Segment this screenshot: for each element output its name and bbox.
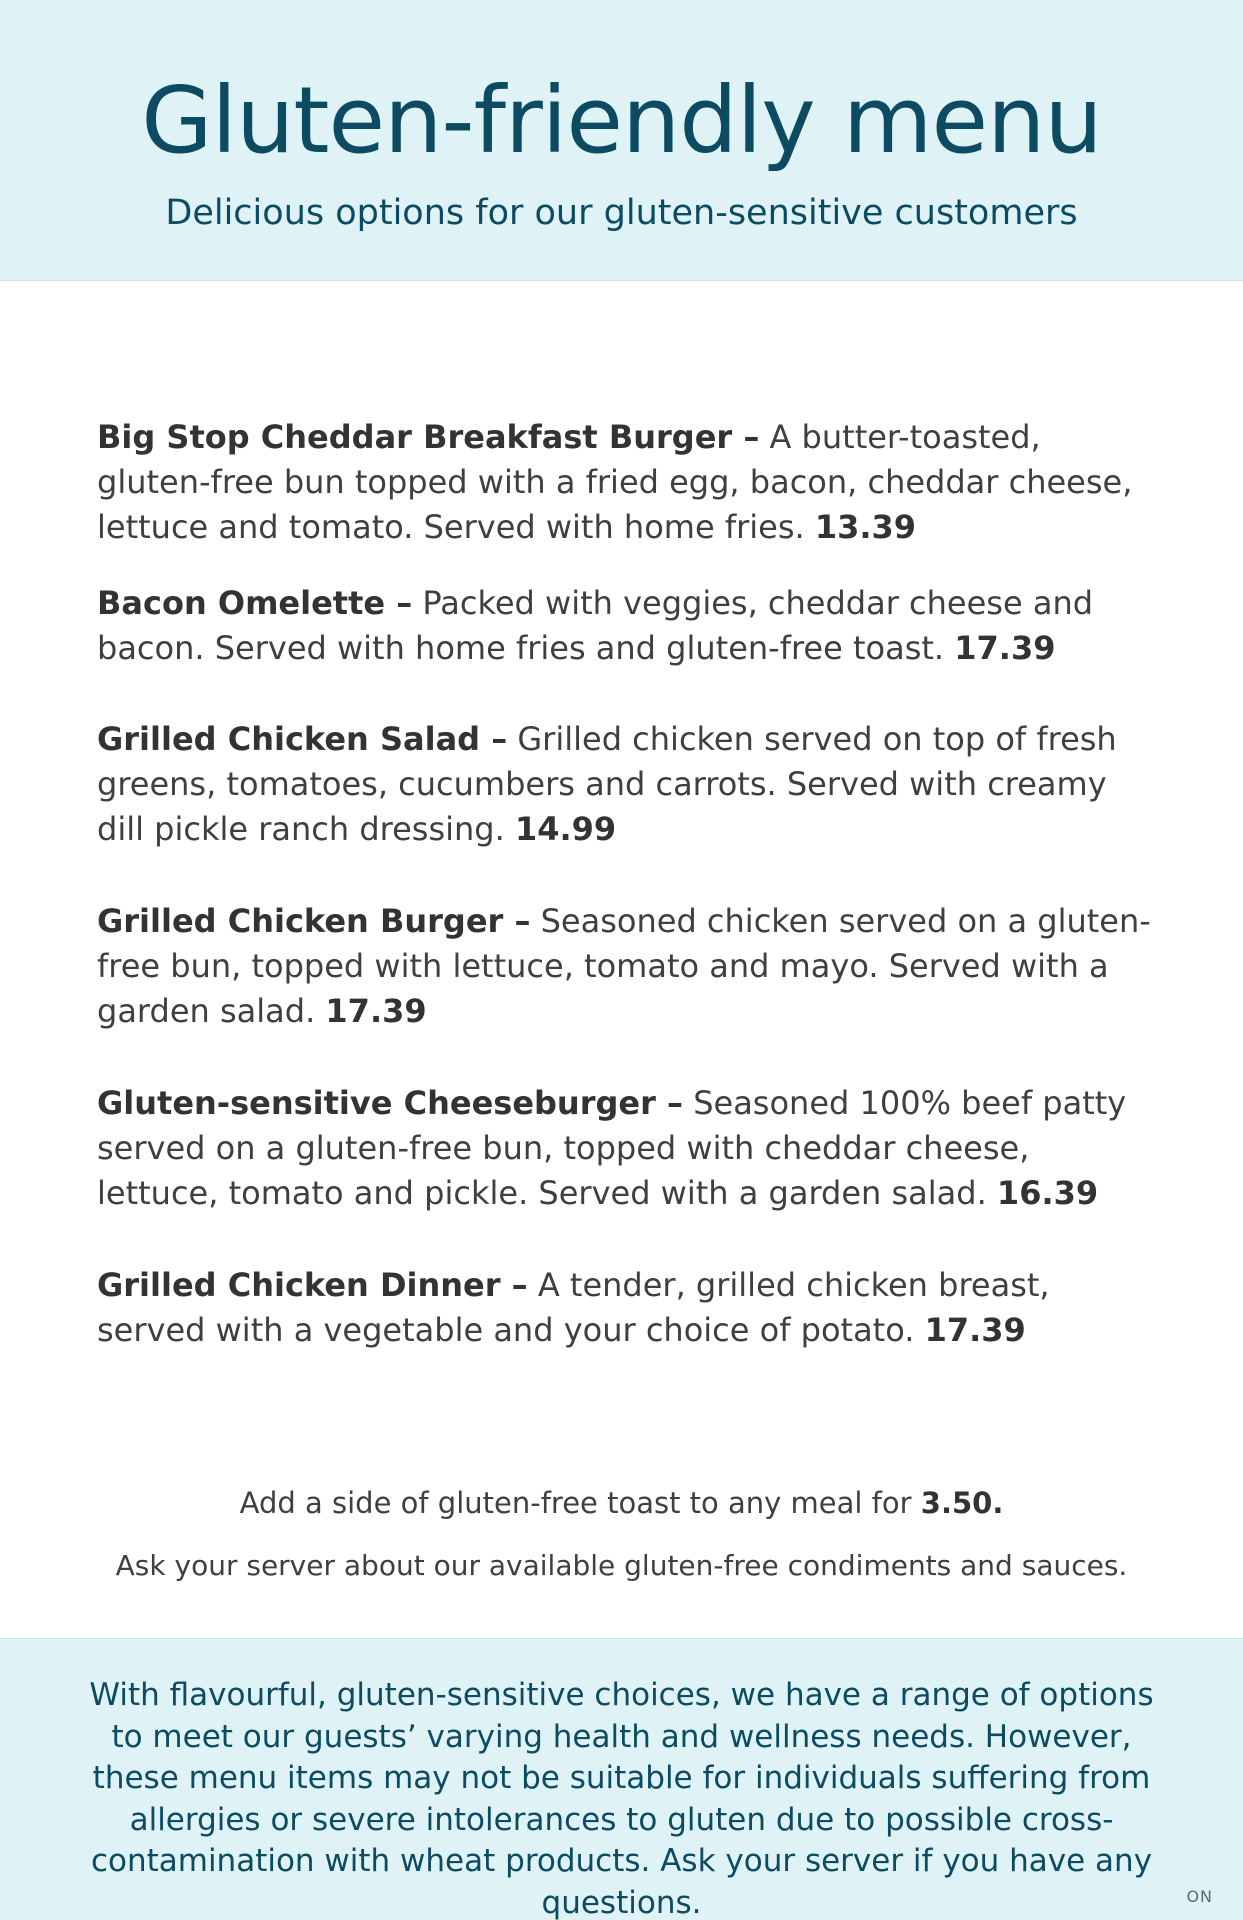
allergy-disclaimer: With flavourful, gluten-sensitive choices, we have a range of options to meet our guests’ varying health and wellness needs. However, these menu items may not be suitable for individuals suffering from allergies or severe intolerances to gluten due to possible cross-contamination with wheat products. Ask your server if you have any questions. (89, 1677, 1154, 1920)
menu-item-price: 14.99 (514, 810, 617, 848)
menu-item (97, 1081, 1157, 1216)
menu-item-description: Seasoned 100% beef patty served on a gluten-free bun, topped with cheddar cheese, lettuce, tomato and pickle. Served with a garden salad. (97, 1084, 1127, 1212)
menu-item-name: Gluten-sensitive Cheeseburger – (97, 1084, 684, 1122)
toast-note (0, 1486, 1243, 1520)
menu-item (97, 1263, 1157, 1353)
page-subtitle: Delicious options for our gluten-sensitive customers (165, 193, 1078, 233)
menu-item-name: Grilled Chicken Dinner – (97, 1266, 528, 1304)
menu-item-name: Grilled Chicken Burger – (97, 902, 531, 940)
menu-item-description: Seasoned chicken served on a gluten-free bun, topped with lettuce, tomato and mayo. Served with a garden salad. (97, 902, 1151, 1030)
menu-item-price: 17.39 (924, 1311, 1026, 1349)
page-title: Gluten-friendly menu (141, 67, 1102, 174)
condiments-note: Ask your server about our available gluten-free condiments and sauces. (115, 1549, 1128, 1582)
region-code: ON (1186, 1887, 1213, 1906)
menu-item (97, 717, 1157, 852)
menu-item (97, 899, 1157, 1034)
menu-header (0, 0, 1243, 281)
menu-item-price: 16.39 (996, 1174, 1099, 1212)
menu-item (97, 415, 1157, 550)
menu-item-price: 13.39 (814, 508, 917, 546)
menu-item-price: 17.39 (954, 629, 1056, 667)
menu-item-price: 17.39 (325, 992, 427, 1030)
menu-item-description: Packed with veggies, cheddar cheese and bacon. Served with home fries and gluten-free toast. (97, 584, 1094, 667)
toast-note-price: 3.50. (920, 1486, 1004, 1520)
toast-note-text: Add a side of gluten-free toast to any meal for (239, 1486, 921, 1520)
menu-item-name: Big Stop Cheddar Breakfast Burger – (97, 418, 760, 456)
menu-item-description: Grilled chicken served on top of fresh greens, tomatoes, cucumbers and carrots. Served with creamy dill pickle ranch dressing. (97, 720, 1117, 848)
disclaimer-footer (0, 1638, 1243, 1920)
menu-item (97, 581, 1157, 671)
menu-item-description: A tender, grilled chicken breast, served with a vegetable and your choice of potato. (97, 1266, 1050, 1349)
menu-item-name: Bacon Omelette – (97, 584, 413, 622)
menu-item-name: Grilled Chicken Salad – (97, 720, 508, 758)
menu-item-description: A butter-toasted, gluten-free bun topped with a fried egg, bacon, cheddar cheese, lettuce and tomato. Served with home fries. (97, 418, 1133, 546)
